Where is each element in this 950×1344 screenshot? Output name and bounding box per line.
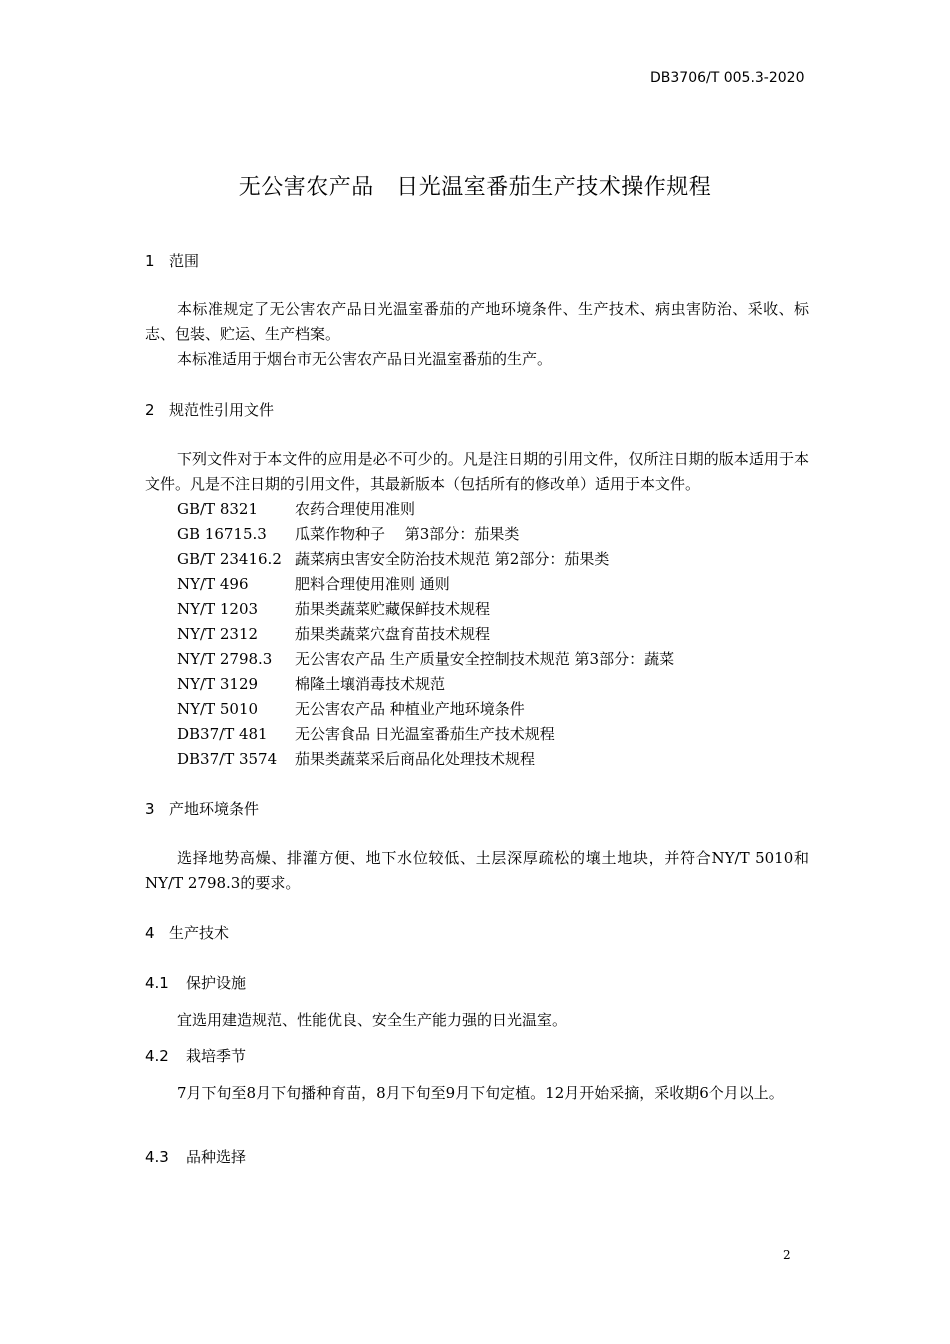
reference-title: 茄果类蔬菜穴盘育苗技术规程 (295, 625, 491, 643)
reference-code: GB 16715.3 (177, 525, 267, 543)
paragraph: 本标准规定了无公害农产品日光温室番茄的产地环境条件、生产技术、病虫害防治、采收、标志、包装、贮运、生产档案。 (145, 300, 809, 343)
subsection-4-3-heading (145, 1146, 246, 1167)
section-number: 4.1 (145, 974, 169, 992)
reference-title: 蔬菜病虫害安全防治技术规范 第2部分：茄果类 (295, 550, 610, 568)
reference-code: GB/T 8321 (177, 500, 259, 518)
page-title: 无公害农产品 日光温室番茄生产技术操作规程 (238, 175, 712, 200)
reference-item (177, 747, 674, 772)
reference-item (177, 622, 674, 647)
section-number: 2 (145, 401, 155, 419)
reference-item (177, 522, 674, 547)
reference-code: NY/T 2312 (177, 625, 259, 643)
section-4-heading (145, 922, 229, 943)
section-title: 保护设施 (186, 974, 247, 992)
reference-title: 无公害农产品 种植业产地环境条件 (295, 700, 525, 718)
reference-code: DB37/T 3574 (177, 750, 278, 768)
reference-code: NY/T 496 (177, 575, 249, 593)
reference-title: 棉隆土壤消毒技术规范 (295, 675, 446, 693)
subsection-4-2-body (145, 1081, 809, 1106)
reference-item (177, 497, 674, 522)
page-number: 2 (783, 1248, 791, 1262)
section-1-body (145, 297, 809, 372)
section-number: 1 (145, 252, 155, 270)
section-3-heading (145, 798, 259, 819)
reference-list (177, 497, 674, 772)
section-1-heading (145, 250, 199, 271)
reference-code: NY/T 3129 (177, 675, 259, 693)
reference-code: DB37/T 481 (177, 725, 268, 743)
subsection-4-2-heading (145, 1045, 246, 1066)
standard-code: DB3706/T 005.3-2020 (650, 70, 805, 86)
reference-item (177, 697, 674, 722)
subsection-4-1-body (145, 1008, 809, 1033)
reference-code: NY/T 1203 (177, 600, 259, 618)
section-title: 生产技术 (169, 924, 230, 942)
section-3-body (145, 846, 809, 896)
section-number: 3 (145, 800, 155, 818)
reference-title: 茄果类蔬菜贮藏保鲜技术规程 (295, 600, 491, 618)
paragraph: 宜选用建造规范、性能优良、安全生产能力强的日光温室。 (177, 1011, 568, 1029)
paragraph: 选择地势高燥、排灌方便、地下水位较低、土层深厚疏松的壤土地块，并符合NY/T 5010和NY/T 2798.3的要求。 (145, 849, 809, 892)
reference-item (177, 597, 674, 622)
reference-title: 农药合理使用准则 (295, 500, 416, 518)
section-number: 4 (145, 924, 155, 942)
section-title: 品种选择 (186, 1148, 247, 1166)
reference-title: 无公害农产品 生产质量安全控制技术规范 第3部分：蔬菜 (295, 650, 675, 668)
reference-code: GB/T 23416.2 (177, 550, 282, 568)
paragraph: 7月下旬至8月下旬播种育苗，8月下旬至9月下旬定植。12月开始采摘，采收期6个月以上。 (177, 1084, 784, 1102)
reference-title: 茄果类蔬菜采后商品化处理技术规程 (295, 750, 536, 768)
paragraph: 下列文件对于本文件的应用是必不可少的。凡是注日期的引用文件，仅所注日期的版本适用于本文件。凡是不注日期的引用文件，其最新版本（包括所有的修改单）适用于本文件。 (145, 450, 809, 493)
reference-code: NY/T 2798.3 (177, 650, 273, 668)
reference-title: 无公害食品 日光温室番茄生产技术规程 (295, 725, 555, 743)
section-2-intro (145, 447, 809, 497)
section-2-heading (145, 399, 274, 420)
section-title: 产地环境条件 (169, 800, 260, 818)
subsection-4-1-heading (145, 972, 246, 993)
section-number: 4.2 (145, 1047, 169, 1065)
reference-item (177, 647, 674, 672)
reference-item (177, 672, 674, 697)
reference-code: NY/T 5010 (177, 700, 259, 718)
section-number: 4.3 (145, 1148, 169, 1166)
paragraph: 本标准适用于烟台市无公害农产品日光温室番茄的生产。 (177, 350, 553, 368)
reference-title: 肥料合理使用准则 通则 (295, 575, 450, 593)
reference-item (177, 572, 674, 597)
section-title: 栽培季节 (186, 1047, 247, 1065)
reference-title: 瓜菜作物种子 第3部分：茄果类 (295, 525, 520, 543)
section-title: 规范性引用文件 (169, 401, 275, 419)
section-title: 范围 (169, 252, 200, 270)
reference-item (177, 547, 674, 572)
reference-item (177, 722, 674, 747)
